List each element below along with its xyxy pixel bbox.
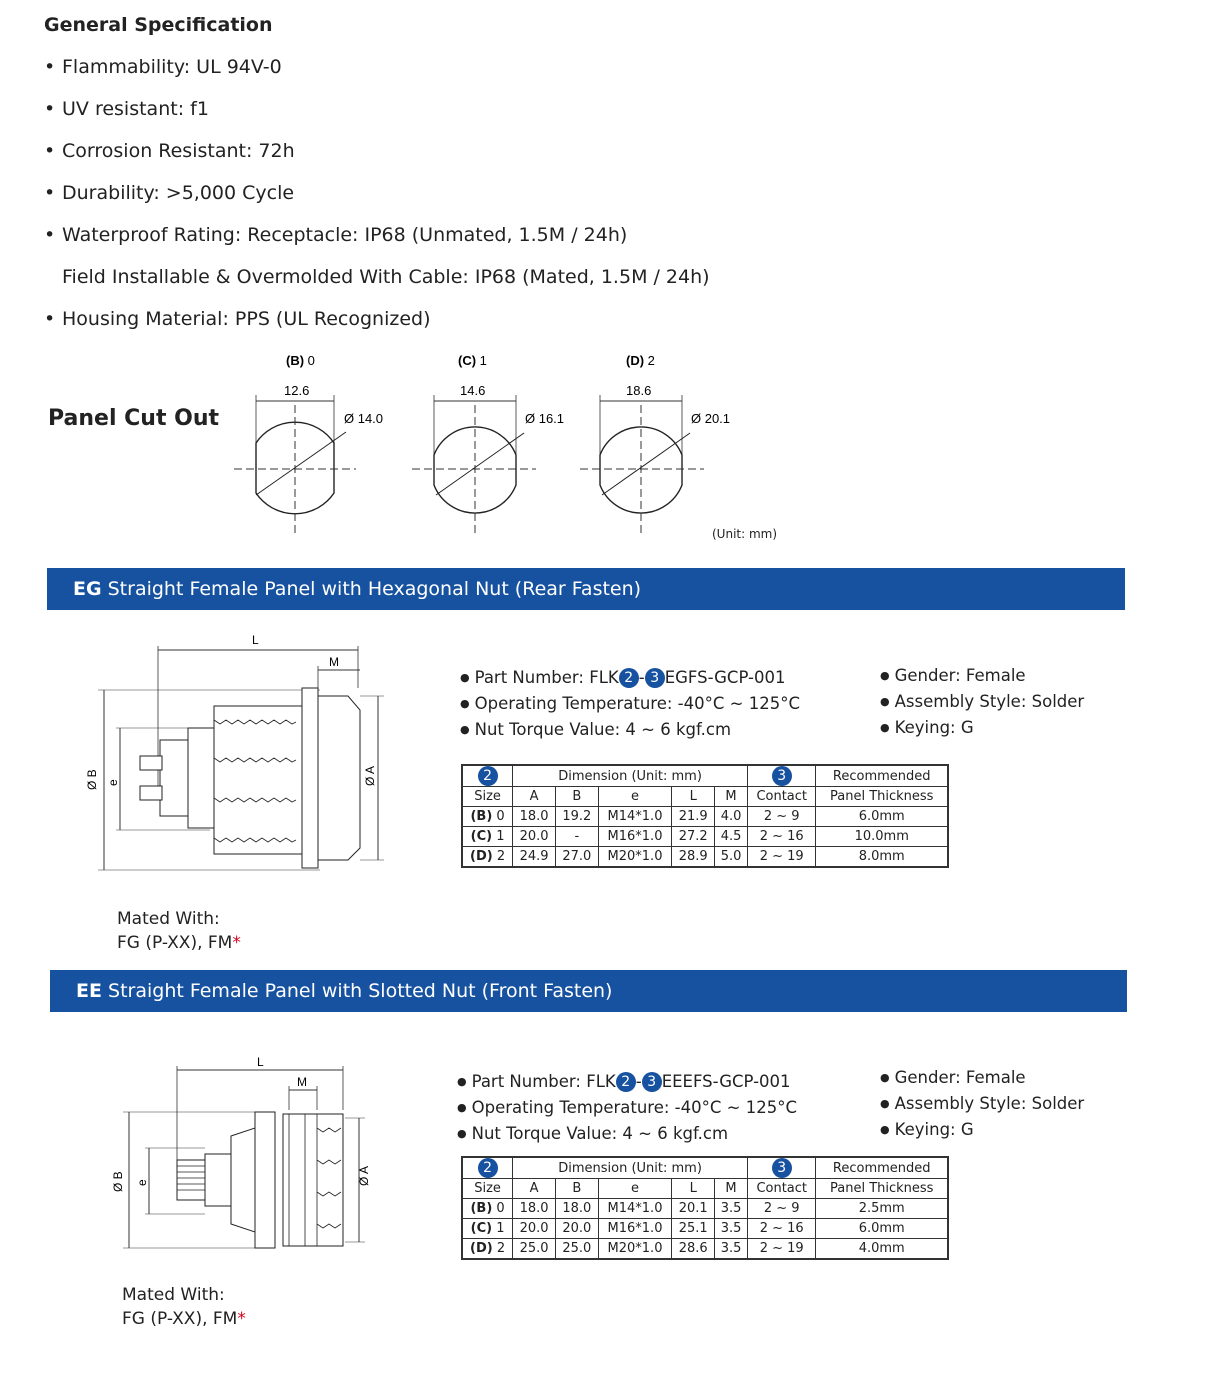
svg-text:L: L (257, 1055, 264, 1069)
eg-specs-right (880, 664, 1084, 742)
ee-gender: ● Gender: Female (880, 1066, 1084, 1092)
ee-assembly: ● Assembly Style: Solder (880, 1092, 1084, 1118)
part-slot-3-badge: 3 (645, 668, 665, 688)
panel-cutout-title: Panel Cut Out (48, 406, 220, 431)
svg-text:(B) 0: (B) 0 (286, 353, 315, 368)
svg-text:Ø B: Ø B (111, 1171, 125, 1192)
svg-text:(C) 1: (C) 1 (458, 353, 487, 368)
eg-mated-with: Mated With: FG (P-XX), FM* (117, 909, 241, 953)
svg-text:18.6: 18.6 (626, 383, 652, 398)
table-row: (C) 1 20.0 - M16*1.0 27.2 4.5 2 ~ 16 10.0mm (462, 827, 948, 847)
eg-temperature: ● Operating Temperature: -40°C ~ 125°C (460, 692, 800, 718)
ee-mated-with: Mated With: FG (P-XX), FM* (122, 1285, 246, 1329)
ee-part-number: ● Part Number: FLK 2 - 3 EEEFS-GCP-001 (457, 1070, 797, 1096)
svg-text:(D) 2: (D) 2 (626, 353, 655, 368)
table-row: (C) 1 20.0 20.0 M16*1.0 25.1 3.5 2 ~ 16 6.0mm (462, 1219, 948, 1239)
svg-text:Ø 20.1: Ø 20.1 (691, 411, 731, 426)
ee-keying: ● Keying: G (880, 1118, 1084, 1144)
svg-text:12.6: 12.6 (284, 383, 310, 398)
table-row: (B) 0 18.0 19.2 M14*1.0 21.9 4.0 2 ~ 9 6.0mm (462, 807, 948, 827)
section-banner-eg: EG Straight Female Panel with Hexagonal Nut (Rear Fasten) (47, 568, 1125, 610)
general-spec-title: General Specification (44, 14, 273, 36)
table-row: (B) 0 18.0 18.0 M14*1.0 20.1 3.5 2 ~ 9 2.5mm (462, 1199, 948, 1219)
ee-temperature: ● Operating Temperature: -40°C ~ 125°C (457, 1096, 797, 1122)
spec-item-continued: Field Installable & Overmolded With Cable: IP68 (Mated, 1.5M / 24h) (62, 266, 710, 288)
cutout-c1 (412, 353, 564, 535)
ee-connector-drawing (105, 1050, 395, 1260)
ee-torque: ● Nut Torque Value: 4 ~ 6 kgf.cm (457, 1122, 797, 1148)
part-slot-2-badge: 2 (619, 668, 639, 688)
table-row: (D) 2 24.9 27.0 M20*1.0 28.9 5.0 2 ~ 19 8.0mm (462, 847, 948, 868)
eg-specs-left (460, 666, 800, 744)
table-row: (D) 2 25.0 25.0 M20*1.0 28.6 3.5 2 ~ 19 4.0mm (462, 1239, 948, 1260)
eg-torque: ● Nut Torque Value: 4 ~ 6 kgf.cm (460, 718, 800, 744)
svg-text:M: M (329, 655, 339, 669)
svg-text:e: e (135, 1179, 149, 1186)
unit-note: (Unit: mm) (712, 527, 778, 541)
ee-dimension-table: 2 Dimension (Unit: mm) 3 Recommended Size A B e L M Contact Panel Thickness (B) 0 18.0 18.0 M14*1.0 20.1 3.5 2 ~ 9 2.5mm (C) 1 20.0 20.0 M16*1.0 25.1 3.5 2 ~ 16 6.0mm (D) 2 25.0 25.0 M20*1.0 28.6 3.5 2 ~ 19 4.0mm (461, 1156, 949, 1260)
eg-part-number: ● Part Number: FLK 2 - 3 EGFS-GCP-001 (460, 666, 800, 692)
svg-text:L: L (252, 633, 259, 647)
part-slot-3-badge: 3 (642, 1072, 662, 1092)
spec-item: • UV resistant: f1 (44, 98, 209, 120)
spec-item: • Waterproof Rating: Receptacle: IP68 (Unmated, 1.5M / 24h) (44, 224, 628, 246)
ee-specs-right (880, 1066, 1084, 1144)
svg-text:e: e (106, 779, 120, 786)
part-slot-2-badge: 2 (616, 1072, 636, 1092)
cutout-b0 (234, 353, 383, 535)
eg-gender: ● Gender: Female (880, 664, 1084, 690)
eg-keying: ● Keying: G (880, 716, 1084, 742)
eg-assembly: ● Assembly Style: Solder (880, 690, 1084, 716)
svg-text:Ø B: Ø B (85, 769, 99, 790)
ee-specs-left (457, 1070, 797, 1148)
panel-cutout-drawings (220, 345, 820, 540)
svg-text:M: M (297, 1075, 307, 1089)
spec-item: • Flammability: UL 94V-0 (44, 56, 282, 78)
spec-item: • Durability: >5,000 Cycle (44, 182, 295, 204)
svg-text:Ø 14.0: Ø 14.0 (344, 411, 384, 426)
eg-dimension-table: 2 Dimension (Unit: mm) 3 Recommended Size A B e L M Contact Panel Thickness (B) 0 18.0 19.2 M14*1.0 21.9 4.0 2 ~ 9 6.0mm (C) 1 20.0 - M16*1.0 27.2 4.5 2 ~ 16 10.0mm (D) 2 24.9 27.0 M20*1.0 28.9 5.0 2 ~ 19 8.0mm (461, 764, 949, 868)
section-banner-ee: EE Straight Female Panel with Slotted Nut (Front Fasten) (50, 970, 1127, 1012)
spec-item: • Housing Material: PPS (UL Recognized) (44, 308, 431, 330)
svg-text:Ø 16.1: Ø 16.1 (525, 411, 565, 426)
spec-item: • Corrosion Resistant: 72h (44, 140, 295, 162)
svg-text:Ø A: Ø A (363, 765, 377, 786)
svg-text:14.6: 14.6 (460, 383, 486, 398)
eg-connector-drawing (80, 628, 400, 878)
cutout-d2 (580, 353, 730, 535)
svg-text:Ø A: Ø A (357, 1165, 371, 1186)
